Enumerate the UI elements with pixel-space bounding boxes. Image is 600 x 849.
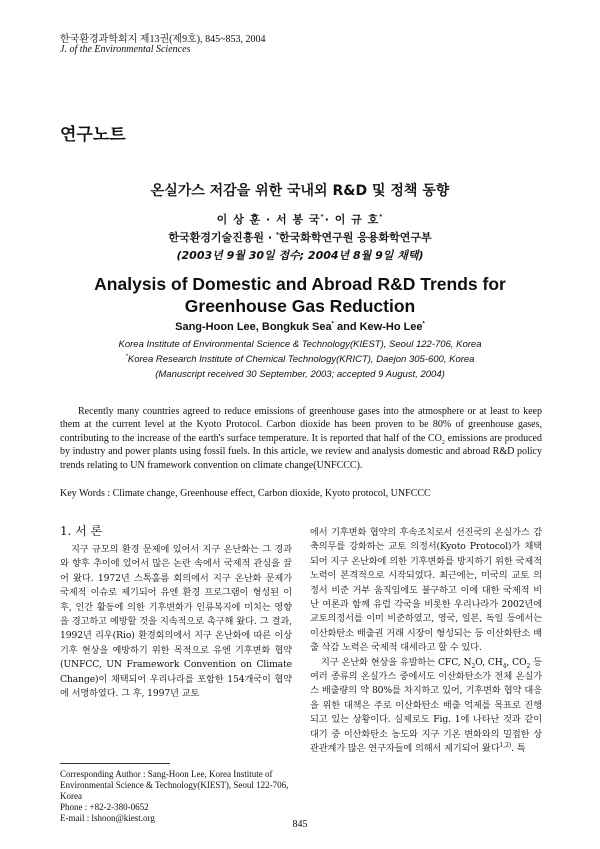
- author-affiliation-mark: *: [331, 321, 334, 328]
- affiliation-mark: *: [275, 231, 280, 239]
- authors-english-main: Sang-Hoon Lee, Bongkuk Sea: [175, 321, 332, 333]
- section-heading-introduction: 1. 서 론: [60, 524, 103, 538]
- body-column-right: [310, 526, 542, 757]
- author-affiliation-mark: *: [422, 321, 425, 328]
- title-english-line1: Analysis of Domestic and Abroad R&D Trends for: [94, 274, 506, 294]
- footnote-author: Corresponding Author : Sang-Hoon Lee, Korea Institute of Environmental Science & Technology(KIEST), Seoul 122-706, Korea: [60, 769, 289, 801]
- received-korean: (2003년 9월 30일 접수; 2004년 8월 9일 채택): [176, 249, 424, 262]
- co2-subscript: 2: [526, 662, 531, 670]
- corresponding-author-footnote: [60, 769, 296, 824]
- affiliation-korean: [0, 229, 600, 245]
- abstract-part-2: emissions are produced by industry and power plants using fossil fuels. In this article, we review and analysis domestic and abroad R&D policy trends relating to UN framework convention on climate change(UNFCCC).: [60, 432, 542, 471]
- affiliation-english-2-text: Korea Research Institute of Chemical Technology(KRICT), Daejon 305-600, Korea: [127, 354, 475, 365]
- authors-korean: [0, 211, 600, 227]
- journal-header-english: J. of the Environmental Sciences: [60, 44, 191, 55]
- body-paragraph: [310, 656, 542, 757]
- title-english-line2: Greenhouse Gas Reduction: [184, 296, 416, 316]
- footnote-email: E-mail : lshoon@kiest.org: [60, 813, 155, 823]
- body-paragraph: 에서 기후변화 협약의 후속조치로서 선진국의 온실가스 감축의무를 강화하는 교토 의정서(Kyoto Protocol)가 채택되어 지구 온난화에 의한 기후변화를 방지하기 위한 국제적 노력이 본격적으로 시작되었다. 최근에는, 미국의 교토 의정서 비준 거부 움직임에도 불구하고 이에 대한 국제적 비난 여론과 함께 유럽 각국을 비롯한 우리나라가 2002년에 교토의정서를 이미 비준하였고, 영국, 일본, 독일 등에서는 이산화탄소 배출권 거래 시장이 형성되는 등 이산화탄소 배출 삭감 노력은 국제적 대세라고 할 수 있다.: [310, 527, 542, 654]
- body-text: 등 여러 종류의 온실가스 중에서도 이산화탄소가 전체 온실가스 배출량의 약 80%를 차지하고 있어, 기후변화 협약 대응을 위한 대책은 주로 이산화탄소 배출 억제를 목표로 진행되고 있는 상황이다. 실제로도 Fig. 1에 나타난 것과 같이 대기 중 이산화탄소 농도와 지구 기온 변화와의 밀접한 상관관계가 많은 연구자들에 의해서 제기되어 왔다: [310, 656, 542, 755]
- ch4-subscript: 4: [502, 662, 507, 670]
- body-text: O, CH: [475, 656, 503, 668]
- n2o-subscript: 2: [471, 662, 476, 670]
- citation-superscript: 1,2): [499, 742, 512, 750]
- affiliation-english-2: [0, 354, 600, 365]
- body-paragraph: 지구 규모의 환경 문제에 있어서 지구 온난화는 그 경과와 향후 추이에 있어서 많은 논란 속에서 국제적 관심을 끌어 왔다. 1972년 스톡홀름 회의에서 지구 온난화 문제가 국제적 이슈로 제기되어 유엔 환경 프로그램이 형성된 이후, 인간 활동에 의한 기후변화가 인류복지에 미치는 영향을 경고하고 예방할 것을 지속적으로 촉구해 왔다. 그 결과, 1992년 리우(Rio) 환경회의에서 지구 온난화에 따른 이상 기후 현상을 예방하기 위한 목적으로 유엔 기후변화 협약(UNFCC, UN Framework Convention on Climate Change)이 채택되어 우리나라를 포함한 154개국이 협약에 서명하였다. 그 후, 1997년 교토: [60, 544, 292, 700]
- author-affiliation-mark: *: [379, 213, 384, 221]
- affiliation-korean-1: 한국환경기술진흥원 ·: [168, 231, 276, 244]
- body-column-left: [60, 543, 292, 701]
- author-affiliation-mark: *: [320, 213, 325, 221]
- affiliation-mark: *: [125, 353, 128, 360]
- body-text: , CO: [506, 656, 527, 668]
- authors-english-last: and Kew-Ho Lee: [333, 321, 423, 333]
- abstract-part-1: Recently many countries agreed to reduce emissions of greenhouse gases into the atmosphere or at least to keep them at the current level at the Kyoto Protocol. Carbon dioxide has been proven to be 80% of greenhouse gases, contributing to the increase of the earth's surface temperature. It is reported that half of the CO: [60, 406, 542, 444]
- authors-english: [0, 321, 600, 333]
- authors-korean-main: 이 상 훈 · 서 봉 국: [216, 213, 321, 226]
- affiliation-english-1: Korea Institute of Environmental Science & Technology(KIEST), Seoul 122-706, Korea: [118, 339, 482, 350]
- authors-korean-last: · 이 규 호: [324, 213, 380, 226]
- footnote-divider: [60, 763, 170, 764]
- title-english: [0, 273, 600, 317]
- affiliation-korean-2: 한국화학연구원 응용화학연구부: [279, 231, 432, 244]
- body-text: . 특: [511, 743, 526, 755]
- received-english: (Manuscript received 30 September, 2003; accepted 9 August, 2004): [155, 369, 445, 380]
- abstract: [60, 405, 542, 472]
- footnote-phone: Phone : +82-2-380-0652: [60, 802, 149, 812]
- body-text: 지구 온난화 현상을 유발하는 CFC, N: [321, 656, 472, 668]
- section-label: 연구노트: [60, 125, 126, 145]
- page-number: 845: [292, 819, 308, 830]
- keywords: Key Words : Climate change, Greenhouse effect, Carbon dioxide, Kyoto protocol, UNFCCC: [60, 488, 431, 499]
- title-korean: 온실가스 저감을 위한 국내외 R&D 및 정책 동향: [150, 183, 450, 199]
- co2-subscript: 2: [441, 439, 445, 446]
- journal-header-korean: 한국환경과학회지 제13권(제9호), 845~853, 2004: [60, 34, 266, 45]
